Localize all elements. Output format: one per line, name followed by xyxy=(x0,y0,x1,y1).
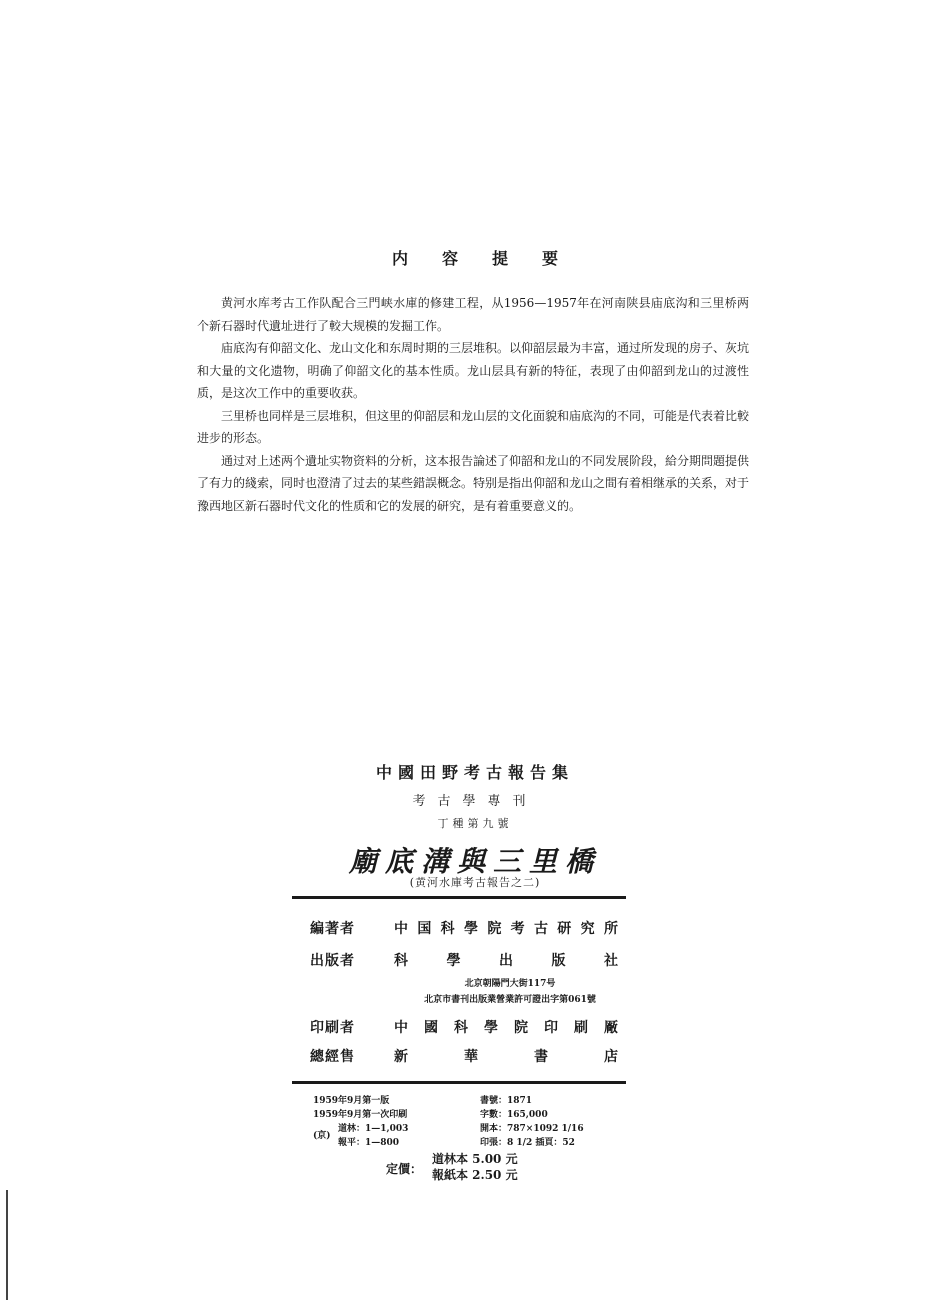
print-run-line: 道林：1—1,003 xyxy=(338,1124,409,1134)
distributor-char: 新 xyxy=(394,1049,408,1065)
printer-value xyxy=(394,1017,618,1037)
distributor-char: 華 xyxy=(464,1049,478,1065)
publisher-license: 北京市書刊出版業營業許可證出字第061號 xyxy=(424,995,596,1005)
price-line: 道林本 5.00 元 xyxy=(432,1152,518,1166)
compiler-char: 院 xyxy=(487,921,502,937)
scan-edge-line xyxy=(6,1190,8,1300)
distributor-char: 店 xyxy=(604,1049,618,1065)
format-line: 開本：787×1092 1/16 xyxy=(480,1124,584,1134)
distributor-char: 書 xyxy=(534,1049,548,1065)
sub-series-title: 考古學專刊 xyxy=(412,794,538,809)
printer-char: 厰 xyxy=(604,1020,618,1036)
printing-line: 1959年9月第一次印刷 xyxy=(313,1110,408,1120)
printer-label: 印刷者 xyxy=(310,1020,355,1036)
book-subtitle: (黄河水庫考古報告之二) xyxy=(409,876,541,889)
compiler-label: 編著者 xyxy=(310,921,355,937)
printer-char: 學 xyxy=(484,1020,498,1036)
price-label: 定價： xyxy=(386,1162,423,1176)
compiler-char: 科 xyxy=(440,921,455,937)
printer-char: 科 xyxy=(454,1020,468,1036)
publisher-label: 出版者 xyxy=(310,953,355,969)
series-title: 中國田野考古報告集 xyxy=(375,763,574,782)
publisher-address: 北京朝陽門大街117号 xyxy=(464,979,556,989)
compiler-char: 国 xyxy=(417,921,432,937)
printer-char: 國 xyxy=(424,1020,438,1036)
edition-line: 1959年9月第一版 xyxy=(313,1096,390,1106)
print-run-line: 報平：1—800 xyxy=(338,1138,400,1148)
volume-number: 丁種第九號 xyxy=(437,817,513,830)
abstract-heading: 内容提要 xyxy=(391,249,592,268)
compiler-char: 考 xyxy=(510,921,525,937)
printer-char: 中 xyxy=(394,1020,408,1036)
book-title: 廟底溝與三里橋 xyxy=(348,845,601,878)
top-rule xyxy=(292,896,626,899)
printer-char: 刷 xyxy=(574,1020,588,1036)
publisher-value xyxy=(394,950,618,970)
publisher-char: 版 xyxy=(551,953,566,969)
word-count: 字數：165,000 xyxy=(480,1110,548,1120)
book-number: 書號：1871 xyxy=(480,1096,533,1106)
compiler-value xyxy=(394,918,618,938)
abstract-body xyxy=(197,292,749,517)
abstract-paragraph: 黄河水库考古工作队配合三門峡水庫的修建工程，从1956—1957年在河南陕县庙底沟和三里桥两个新石器时代遺址进行了較大规模的发掘工作。 xyxy=(197,296,749,333)
abstract-paragraph: 庙底沟有仰韶文化、龙山文化和东周时期的三层堆积。以仰韶层最为丰富，通过所发现的房子、灰坑和大量的文化遗物，明确了仰韶文化的基本性质。龙山层具有新的特征，表现了由仰韶到龙山的过渡性质，是这次工作中的重要收获。 xyxy=(197,341,750,400)
compiler-char: 所 xyxy=(603,921,618,937)
printer-char: 印 xyxy=(544,1020,558,1036)
publisher-char: 社 xyxy=(604,953,618,969)
abstract-paragraph: 通过对上述两个遺址实物资料的分析，这本报告論述了仰韶和龙山的不同发展阶段，給分期問題提供了有力的綫索，同时也澄清了过去的某些錯誤概念。特别是指出仰韶和龙山之間有着相继承的关系，对于豫西地区新石器时代文化的性质和它的发展的研究，是有着重要意义的。 xyxy=(197,453,750,513)
compiler-char: 研 xyxy=(557,921,572,937)
bottom-rule xyxy=(292,1081,626,1084)
compiler-char: 古 xyxy=(533,921,548,937)
price-line: 報紙本 2.50 元 xyxy=(432,1168,518,1182)
distributor-label: 總經售 xyxy=(310,1049,355,1065)
compiler-char: 學 xyxy=(463,921,478,937)
compiler-char: 中 xyxy=(394,921,408,937)
sheets-line: 印張：8 1/2 插頁：52 xyxy=(480,1138,575,1148)
publisher-char: 學 xyxy=(446,953,461,969)
distributor-value xyxy=(394,1046,618,1066)
publisher-char: 科 xyxy=(394,953,408,969)
publisher-char: 出 xyxy=(499,953,513,969)
printer-char: 院 xyxy=(514,1020,528,1036)
compiler-char: 究 xyxy=(580,921,595,937)
code-label: (京) xyxy=(313,1131,331,1141)
abstract-paragraph: 三里桥也同样是三层堆积，但这里的仰韶层和龙山层的文化面貌和庙底沟的不同，可能是代表着比較进步的形态。 xyxy=(197,408,750,445)
